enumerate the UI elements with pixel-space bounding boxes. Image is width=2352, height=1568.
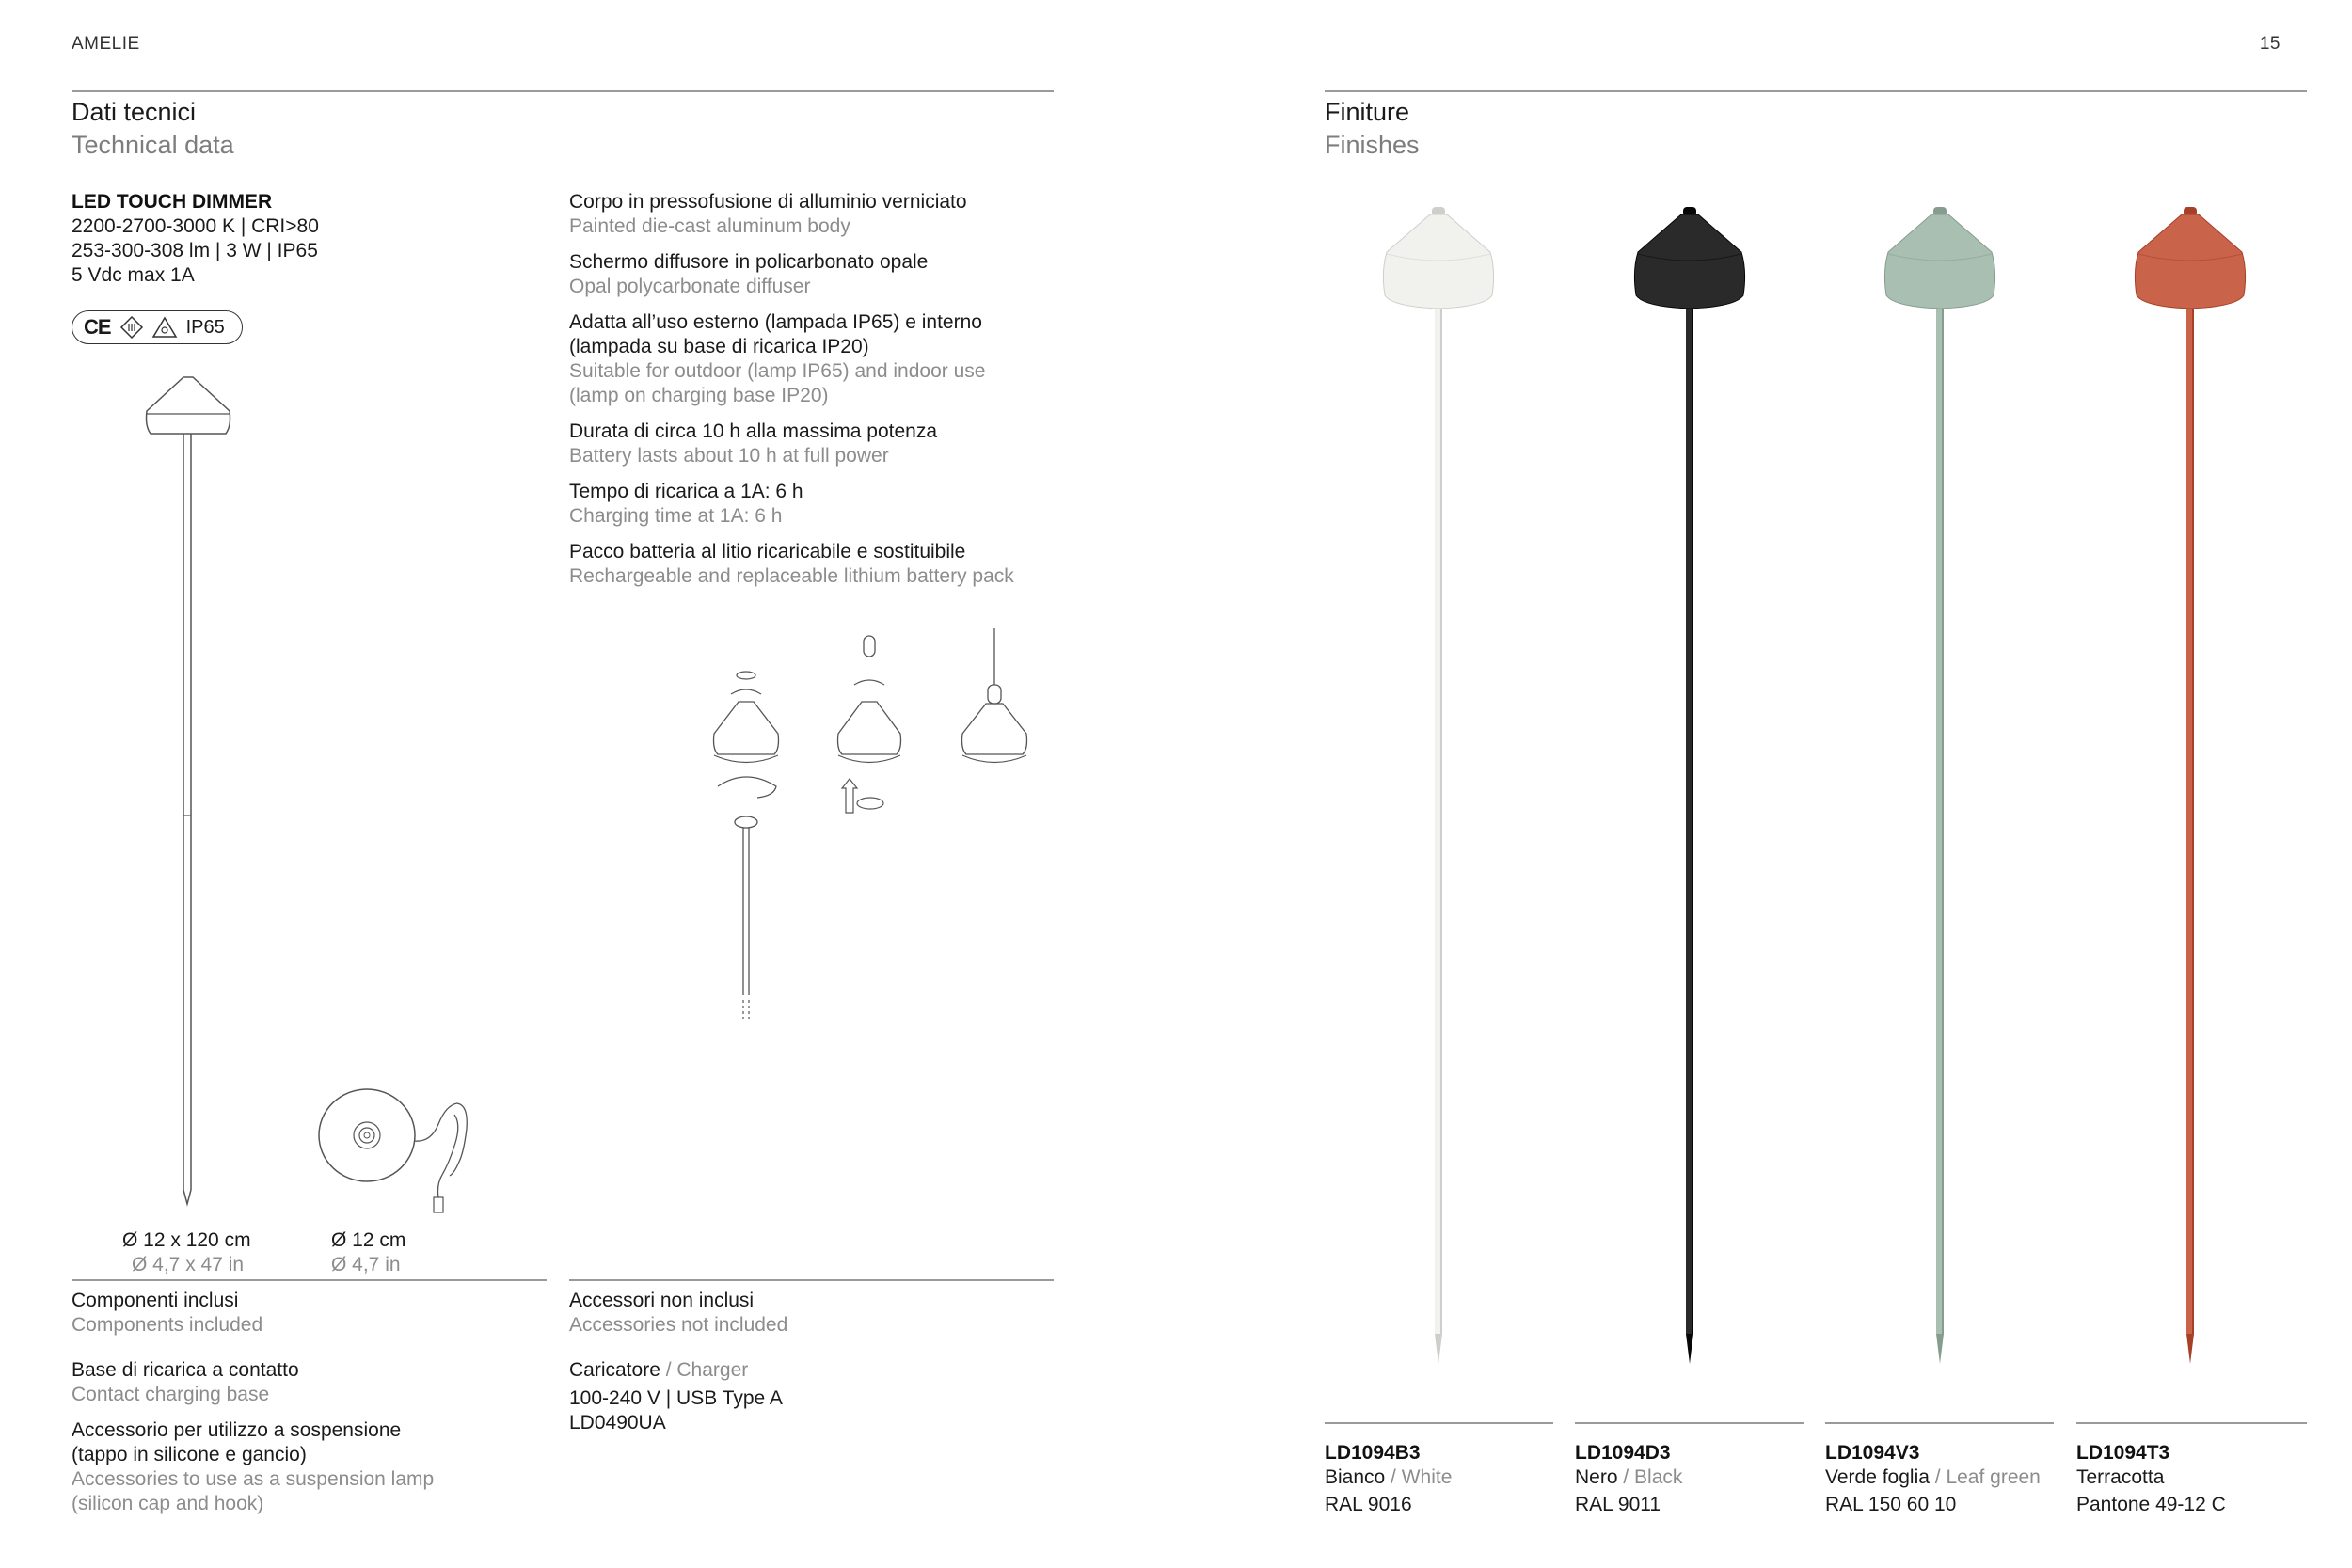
lamp-spike	[1435, 1334, 1442, 1364]
finish-rule	[1825, 1422, 2054, 1424]
components-rule	[72, 1279, 547, 1281]
finish-ral: RAL 9016	[1325, 1494, 1412, 1515]
finish-code: LD1094T3	[2076, 1442, 2170, 1464]
spec-list	[569, 190, 1058, 600]
finish-ral: RAL 150 60 10	[1825, 1494, 1957, 1515]
charger-label: Caricatore / Charger	[569, 1359, 749, 1381]
finish-lamp-terracotta	[2125, 205, 2257, 1371]
lamp-spike	[1936, 1334, 1944, 1364]
charger-code: LD0490UA	[569, 1412, 666, 1433]
base-dimensions	[331, 1228, 405, 1277]
components-title-it: Componenti inclusi	[72, 1290, 239, 1311]
spec-item: Corpo in pressofusione di alluminio verniciato Painted die-cast aluminum body	[569, 191, 967, 237]
led-title: LED TOUCH DIMMER	[72, 191, 273, 213]
lamp-shade	[1884, 214, 1994, 309]
safety-triangle-icon	[152, 316, 177, 339]
lamp-shade	[2135, 214, 2245, 309]
finish-item-leaf-green	[1825, 1441, 2054, 1517]
component-item: Accessorio per utilizzo a sospensione (tappo in silicone e gancio) Accessories to use as a suspension lamp (silicon cap and hook)	[72, 1419, 435, 1514]
lamp-dim-in: Ø 4,7 x 47 in	[132, 1254, 245, 1275]
finish-ral: RAL 9011	[1575, 1494, 1661, 1515]
led-line-2: 253-300-308 lm | 3 W | IP65	[72, 240, 318, 261]
lamp-dimensions	[122, 1228, 251, 1277]
assembly-drawing	[691, 628, 1049, 1023]
lamp-stem-shadow	[1942, 299, 1944, 1334]
accessories-title-it: Accessori non inclusi	[569, 1290, 755, 1311]
spec-item: Tempo di ricarica a 1A: 6 h Charging time at 1A: 6 h	[569, 481, 803, 527]
lamp-stem-shadow	[2192, 299, 2194, 1334]
lamp-shade	[1634, 214, 1744, 309]
finish-code: LD1094B3	[1325, 1442, 1421, 1464]
lamp-stem-shadow	[1440, 299, 1442, 1334]
component-item: Base di ricarica a contatto Contact charging base	[72, 1359, 299, 1405]
finish-name: Nero / Black	[1575, 1466, 1683, 1488]
lamp-spike	[1686, 1334, 1693, 1364]
finish-rule	[2076, 1422, 2307, 1424]
tech-title-en: Technical data	[72, 131, 234, 159]
top-rule-right	[1325, 90, 2307, 92]
page-number: 15	[2259, 34, 2280, 54]
spec-item: Adatta all’uso esterno (lampada IP65) e interno (lampada su base di ricarica IP20) Suitable for outdoor (lamp IP65) and indoor use (lamp on charging base IP20)	[569, 311, 986, 406]
brand-name: AMELIE	[72, 34, 140, 54]
accessories-rule	[569, 1279, 1054, 1281]
finish-lamp-leaf-green	[1875, 205, 2007, 1371]
finishes-title-it: Finiture	[1325, 98, 1410, 126]
components-section	[72, 1289, 547, 1528]
finish-code: LD1094D3	[1575, 1442, 1671, 1464]
lamp-spike	[2186, 1334, 2194, 1364]
finish-name: Terracotta	[2076, 1466, 2165, 1488]
spec-item: Pacco batteria al litio ricaricabile e sostituibile Rechargeable and replaceable lithium battery pack	[569, 541, 1014, 587]
ip-rating: IP65	[185, 316, 225, 338]
finish-name: Bianco / White	[1325, 1466, 1453, 1488]
components-title-en: Components included	[72, 1314, 263, 1336]
finish-item-terracotta	[2076, 1441, 2307, 1517]
lamp-shade	[1383, 214, 1493, 309]
led-spec-block	[72, 190, 523, 288]
class-iii-icon	[120, 316, 143, 339]
spec-item: Schermo diffusore in policarbonato opale Opal polycarbonate diffuser	[569, 251, 929, 297]
tech-title-it: Dati tecnici	[72, 98, 197, 126]
finish-rule	[1325, 1422, 1553, 1424]
charging-base-drawing	[318, 1086, 478, 1227]
base-dim-cm: Ø 12 cm	[331, 1229, 406, 1251]
spec-item: Durata di circa 10 h alla massima potenza Battery lasts about 10 h at full power	[569, 420, 938, 467]
finish-code: LD1094V3	[1825, 1442, 1920, 1464]
finish-rule	[1575, 1422, 1804, 1424]
finish-item-white	[1325, 1441, 1553, 1517]
finish-lamp-black	[1625, 205, 1756, 1371]
lamp-technical-drawing	[132, 372, 245, 1209]
charger-spec: 100-240 V | USB Type A	[569, 1387, 783, 1409]
finish-item-black	[1575, 1441, 1804, 1517]
ce-mark: CE	[84, 315, 111, 339]
accessories-section	[569, 1289, 1054, 1435]
led-line-3: 5 Vdc max 1A	[72, 264, 195, 286]
finish-ral: Pantone 49-12 C	[2076, 1494, 2226, 1515]
finish-lamp-white	[1374, 205, 1505, 1371]
certification-badge	[72, 310, 243, 344]
base-dim-in: Ø 4,7 in	[331, 1254, 401, 1275]
lamp-dim-cm: Ø 12 x 120 cm	[122, 1229, 251, 1251]
led-line-1: 2200-2700-3000 K | CRI>80	[72, 215, 319, 237]
finishes-title-en: Finishes	[1325, 131, 1420, 159]
accessories-title-en: Accessories not included	[569, 1314, 788, 1336]
finish-name: Verde foglia / Leaf green	[1825, 1466, 2041, 1488]
lamp-stem-shadow	[1692, 299, 1693, 1334]
top-rule-left	[72, 90, 1054, 92]
